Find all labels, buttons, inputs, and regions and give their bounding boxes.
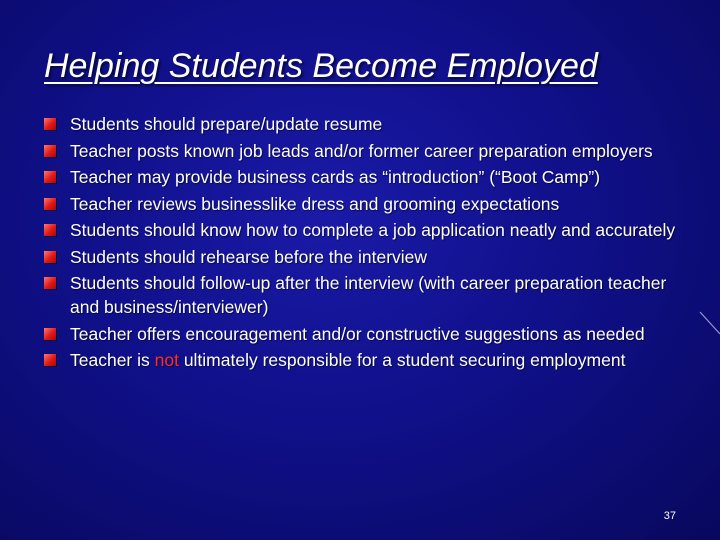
bullet-text: Teacher offers encouragement and/or constructive suggestions as needed — [70, 323, 645, 344]
bullet-text-before: Teacher is — [70, 350, 155, 370]
bullet-square-icon — [44, 354, 56, 366]
bullet-square-icon — [44, 328, 56, 340]
page-number: 37 — [663, 510, 676, 522]
bullet-item — [44, 245, 694, 269]
slide-title: Helping Students Become Employed — [44, 47, 598, 85]
bullet-text: Students should rehearse before the interview — [70, 246, 428, 267]
bullet-text: Students should follow-up after the interview (with career preparation teacher and business/interviewer) — [70, 273, 667, 317]
bullet-item — [44, 139, 694, 163]
bullet-item — [44, 192, 694, 216]
bullet-text: Students should prepare/update resume — [70, 114, 383, 134]
bullet-item — [44, 322, 694, 346]
bullet-text: Teacher reviews businesslike dress and grooming expectations — [70, 193, 560, 214]
bullet-item — [44, 165, 694, 189]
bullet-square-icon — [44, 118, 56, 130]
bullet-text-after: ultimately responsible for a student securing employment — [178, 350, 626, 370]
bullet-item — [44, 112, 694, 136]
bullet-square-icon — [44, 224, 56, 236]
bullet-list — [44, 112, 694, 375]
highlight-not: not — [154, 350, 179, 370]
bullet-text: Students should know how to complete a job application neatly and accurately — [70, 220, 676, 240]
bullet-square-icon — [44, 198, 56, 210]
bullet-item-last — [44, 348, 694, 372]
bullet-item — [44, 218, 694, 242]
bullet-text: Teacher may provide business cards as “introduction” (“Boot Camp”) — [70, 167, 601, 187]
bullet-square-icon — [44, 171, 56, 183]
bullet-square-icon — [44, 277, 56, 289]
bullet-text: Teacher posts known job leads and/or former career preparation employers — [70, 140, 653, 161]
bullet-square-icon — [44, 251, 56, 263]
bullet-item — [44, 271, 694, 319]
bullet-square-icon — [44, 145, 56, 157]
